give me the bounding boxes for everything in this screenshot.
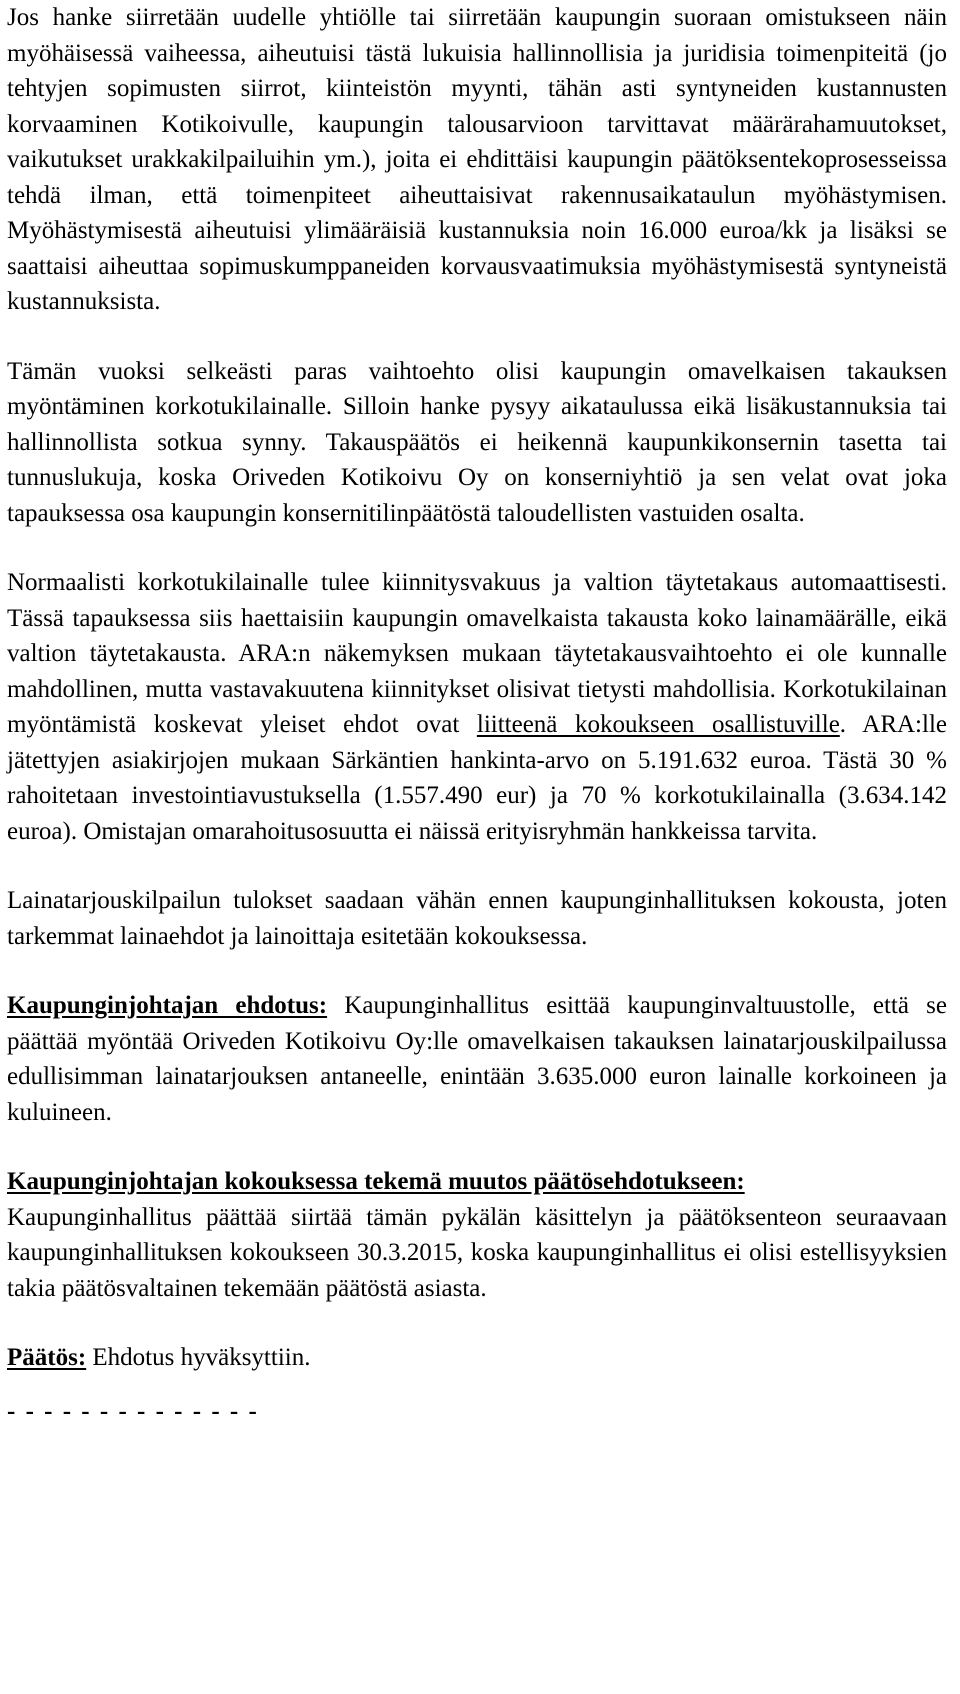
paragraph-transfer-consequences: Jos hanke siirretään uudelle yhtiölle tai siirretään kaupungin suoraan omistukseen näin myöhäisessä vaiheessa, aiheutuisi tästä lukuisia hallinnollisia ja juridisia toimenpiteitä (jo tehtyjen sopimusten siirrot, kiinteistön myynti, tähän asti syntyneiden kustannusten korvaaminen Kotikoivulle, kaupungin talousarvioon tarvittavat määrärahamuutokset, vaikutukset urakkakilpailuihin ym.), joita ei ehdittäisi kaupungin päätöksentekoprosesseissa tehdä ilman, että toimenpiteet aiheuttaisivat rakennusaikataulun myöhästymisen. Myöhästymisestä aiheutuisi ylimääräisiä kustannuksia noin 16.000 euroa/kk ja lisäksi se saattaisi aiheuttaa sopimuskumppaneiden korvausvaatimuksia myöhästymisestä syntyneistä kustannuksista. — [7, 4, 947, 315]
loan-terms-text-end: . ARA:lle jätettyjen asiakirjojen mukaan Särkäntien hankinta-arvo on 5.191.632 euroa. Tästä 30 % rahoitetaan investointiavustuksella (1.557.490 eur) ja 70 % korkotukilainalla (3.634.142 euroa). Omistajan omarahoitusosuutta ei näissä erityisryhmän hankkeissa tarvita. — [7, 711, 947, 845]
paragraph-mayor-proposal — [7, 988, 947, 1130]
paragraph-proposal-change — [7, 1164, 947, 1306]
paragraph-decision — [7, 1340, 947, 1376]
document-page — [7, 0, 947, 1429]
decision-label: Päätös: — [7, 1344, 87, 1371]
loan-terms-text-start: Normaalisti korkotukilainalle tulee kiinnitysvakuus ja valtion täytetakaus automaattisesti. Tässä tapauksessa siis haettaisiin kaupungin omavelkaista takausta koko lainamäärälle, eikä valtion täytetakausta. ARA:n näkemyksen mukaan täytetakausvaihtoehto ei ole kunnalle mahdollinen, mutta vastavakuutena kiinnitykset olisivat tietysti mahdollisia. Korkotukilainan myöntämistä koskevat yleiset ehdot ovat — [7, 569, 947, 738]
attachment-link[interactable]: liitteenä kokoukseen osallistuville — [476, 711, 840, 738]
mayor-proposal-text: Kaupunginhallitus esittää kaupunginvaltuustolle, että se päättää myöntää Oriveden Kotikoivu Oy:lle omavelkaisen takauksen lainatarjouskilpailussa edullisimman lainatarjouksen antaneelle, enintään 3.635.000 euron lainalle korkoineen ja kuluineen. — [7, 992, 947, 1126]
proposal-change-label: Kaupunginjohtajan kokouksessa tekemä muutos päätösehdotukseen: — [7, 1168, 745, 1195]
proposal-change-text: Kaupunginhallitus päättää siirtää tämän pykälän käsittelyn ja päätöksenteon seuraavaan kaupunginhallituksen kokoukseen 30.3.2015, koska kaupunginhallitus ei olisi estellisyyksien takia päätösvaltainen tekemään päätöstä asiasta. — [7, 1203, 947, 1302]
decision-text: Ehdotus hyväksyttiin. — [86, 1344, 311, 1371]
paragraph-guarantee-recommendation: Tämän vuoksi selkeästi paras vaihtoehto olisi kaupungin omavelkaisen takauksen myöntäminen korkotukilainalle. Silloin hanke pysyy aikataulussa eikä lisäkustannuksia tai hallinnollista sotkua synny. Takauspäätös ei heikennä kaupunkikonsernin tasetta tai tunnuslukuja, koska Oriveden Kotikoivu Oy on konserniyhtiö ja sen velat ovat joka tapauksessa osa kaupungin konsernitilinpäätöstä taloudellisten vastuiden osalta. — [7, 357, 947, 527]
section-separator: - - - - - - - - - - - - - - — [7, 1397, 259, 1425]
paragraph-loan-terms — [7, 565, 947, 849]
mayor-proposal-label: Kaupunginjohtajan ehdotus: — [7, 992, 328, 1019]
paragraph-loan-competition: Lainatarjouskilpailun tulokset saadaan vähän ennen kaupunginhallituksen kokousta, joten tarkemmat lainaehdot ja lainoittaja esitetään kokouksessa. — [7, 887, 947, 950]
